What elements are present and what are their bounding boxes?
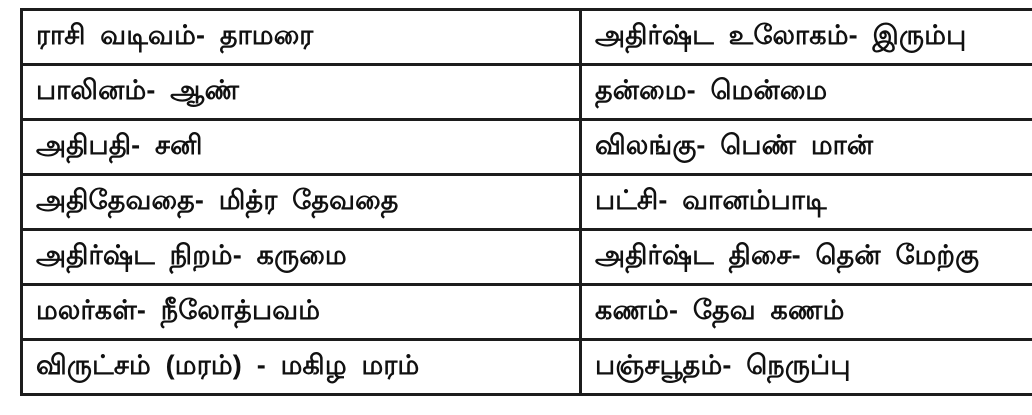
table-row <box>22 230 1032 285</box>
table-row <box>22 10 1032 65</box>
table-cell: பஞ்சபூதம்- நெருப்பு <box>581 340 1032 395</box>
table-cell: அதிர்ஷ்ட திசை- தென் மேற்கு <box>581 230 1032 285</box>
table-cell: விருட்சம் (மரம்) - மகிழ மரம் <box>22 340 581 395</box>
table-cell: அதிர்ஷ்ட நிறம்- கருமை <box>22 230 581 285</box>
table-cell: கணம்- தேவ கணம் <box>581 285 1032 340</box>
table-cell: அதிதேவதை- மித்ர தேவதை <box>22 175 581 230</box>
table-cell: அதிபதி- சனி <box>22 120 581 175</box>
attributes-table <box>20 8 1032 396</box>
table-row <box>22 65 1032 120</box>
table-row <box>22 285 1032 340</box>
table-cell: விலங்கு- பெண் மான் <box>581 120 1032 175</box>
table-cell: அதிர்ஷ்ட உலோகம்- இரும்பு <box>581 10 1032 65</box>
table-row <box>22 175 1032 230</box>
table-cell: தன்மை- மென்மை <box>581 65 1032 120</box>
table-cell: பாலினம்- ஆண் <box>22 65 581 120</box>
table-row <box>22 340 1032 395</box>
table-body <box>22 10 1032 395</box>
table-cell: மலர்கள்- நீலோத்பவம் <box>22 285 581 340</box>
table-cell: ராசி வடிவம்- தாமரை <box>22 10 581 65</box>
table-row <box>22 120 1032 175</box>
table-cell: பட்சி- வானம்பாடி <box>581 175 1032 230</box>
